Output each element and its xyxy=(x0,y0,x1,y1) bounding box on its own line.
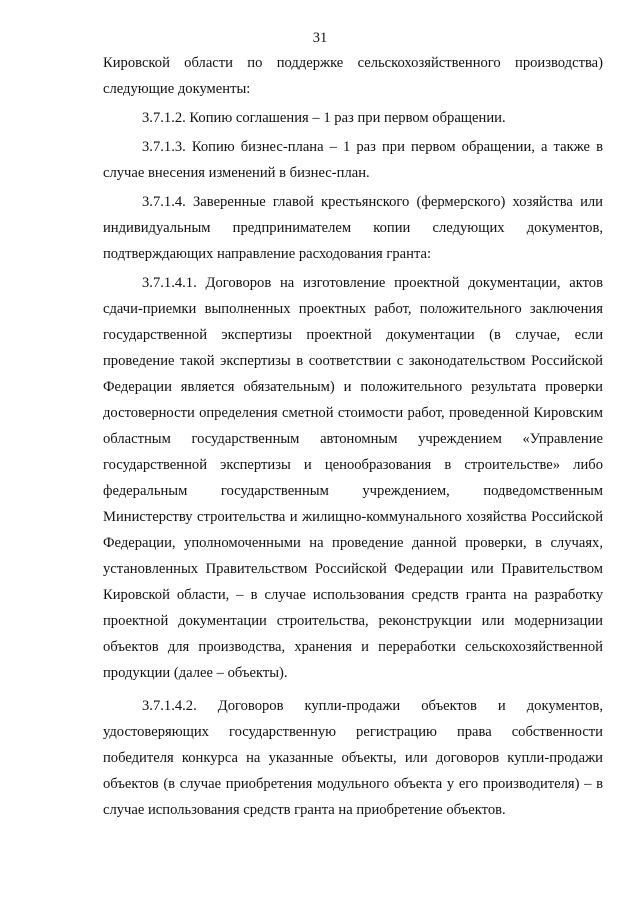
paragraph-continuation: Кировской области по поддержке сельскохозяйственного производства) следующие документы: xyxy=(103,55,603,97)
page-number: 31 xyxy=(312,30,328,46)
paragraph-3-7-1-3: 3.7.1.3. Копию бизнес-плана – 1 раз при первом обращении, а также в случае внесения изменений в бизнес-план. xyxy=(103,139,603,181)
paragraph-3-7-1-4: 3.7.1.4. Заверенные главой крестьянского (фермерского) хозяйства или индивидуальным предпринимателем копии следующих документов, подтверждающих направление расходования гранта: xyxy=(103,194,603,262)
document-body xyxy=(103,50,603,823)
paragraph-3-7-1-4-1: 3.7.1.4.1. Договоров на изготовление проектной документации, актов сдачи-приемки выполненных проектных работ, положительного заключения государственной экспертизы проектной документации (в случае, если проведение такой экспертизы в соответствии с законодательством Российской Федерации является обязательным) и положительного результата проверки достоверности определения сметной стоимости работ, проведенной Кировским областным государственным автономным учреждением «Управление государственной экспертизы и ценообразования в строительстве» либо федеральным государственным учреждением, подведомственным Министерству строительства и жилищно-коммунального хозяйства Российской Федерации, уполномоченными на проведение данной проверки, в случаях, установленных Правительством Российской Федерации или Правительством Кировской области, – в случае использования средств гранта на разработку проектной документации строительства, реконструкции или модернизации объектов для производства, хранения и переработки сельскохозяйственной продукции (далее – объекты). xyxy=(103,275,603,681)
paragraph-3-7-1-2: 3.7.1.2. Копию соглашения – 1 раз при первом обращении. xyxy=(142,110,506,126)
paragraph-3-7-1-4-2: 3.7.1.4.2. Договоров купли-продажи объектов и документов, удостоверяющих государственную регистрацию права собственности победителя конкурса на указанные объекты, или договоров купли-продажи объектов (в случае приобретения модульного объекта у его производителя) – в случае использования средств гранта на приобретение объектов. xyxy=(103,698,603,818)
